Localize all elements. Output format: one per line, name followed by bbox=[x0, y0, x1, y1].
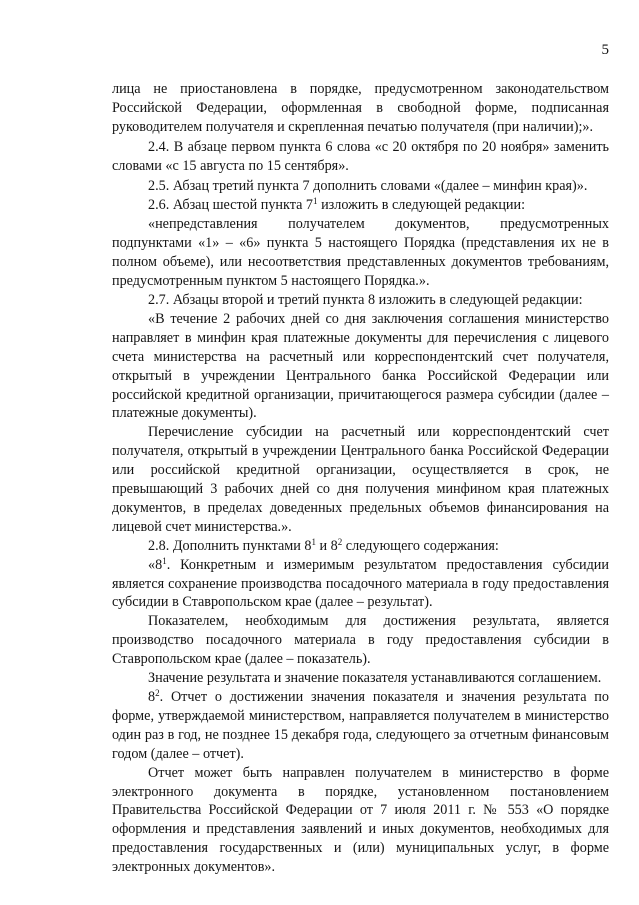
page-number: 5 bbox=[601, 42, 609, 58]
paragraph-9 bbox=[112, 537, 609, 556]
paragraph-6: 2.7. Абзацы второй и третий пункта 8 изложить в следующей редакции: bbox=[148, 291, 583, 308]
paragraph-10 bbox=[112, 556, 609, 613]
paragraph-14: Отчет может быть направлен получателем в министерство в форме электронного документа в порядке, установленном постановлением Правительства Российской Федерации от 7 июля 2011 г. № 553 «О порядке оформления и представления заявлений и иных документов, необходимых для предоставления государственных и (или) муниципальных услуг, в форме электронных документов». bbox=[112, 764, 609, 876]
paragraph-9-mid: и 8 bbox=[315, 537, 338, 554]
paragraph-1: лица не приостановлена в порядке, предусмотренном законодательством Российской Федерации, оформленная в свободной форме, подписанная руководителем получателя и скрепленная печатью получателя (при наличии);». bbox=[112, 81, 609, 135]
paragraph-4-after: изложить в следующей редакции: bbox=[317, 197, 526, 214]
paragraph-10-sup: 1 bbox=[162, 555, 167, 566]
paragraph-4-sup: 1 bbox=[313, 196, 318, 207]
paragraph-13-before: 8 bbox=[148, 689, 156, 705]
document-body bbox=[112, 80, 609, 877]
paragraph-11: Показателем, необходимым для достижения результата, является производство посадочного материала в году предоставления субсидии в Ставропольском крае (далее – показатель). bbox=[112, 613, 609, 668]
paragraph-13-sup: 2 bbox=[155, 688, 160, 698]
paragraph-5: «непредставления получателем документов, предусмотренных подпунктами «1» – «6» пункта 5 настоящего Порядка (представления их не в полном объеме), или несоответствия представленных документов требованиям, предусмотренным пунктом 5 настоящего Порядка.». bbox=[112, 216, 609, 290]
paragraph-13 bbox=[112, 688, 609, 764]
paragraph-2: 2.4. В абзаце первом пункта 6 слова «с 20 октября по 20 ноября» заменить словами «с 15 августа по 15 сентября». bbox=[112, 138, 609, 174]
paragraph-12: Значение результата и значение показателя устанавливаются соглашением. bbox=[148, 670, 602, 687]
paragraph-4 bbox=[112, 196, 609, 215]
paragraph-9-sup: 1 bbox=[311, 536, 316, 547]
paragraph-3: 2.5. Абзац третий пункта 7 дополнить словами «(далее – минфин края)». bbox=[148, 177, 588, 194]
paragraph-10-after: . Конкретным и измеримым результатом предоставления субсидии является сохранение производства посадочного материала в году предоставления субсидии в Ставропольском крае (далее – результат). bbox=[112, 556, 609, 611]
paragraph-10-before: «8 bbox=[148, 556, 163, 573]
paragraph-7: «В течение 2 рабочих дней со дня заключения соглашения министерство направляет в минфин края платежные документы для перечисления с лицевого счета министерства на расчетный или корреспондентский счет получателя, открытый в учреждении Центрального банка Российской Федерации или российской кредитной организации, причитающегося размера субсидии (далее – платежные документы). bbox=[112, 310, 609, 422]
paragraph-4-before: 2.6. Абзац шестой пункта 7 bbox=[148, 197, 314, 214]
paragraph-9-after: следующего содержания: bbox=[342, 537, 499, 554]
paragraph-13-after: . Отчет о достижении значения показателя и значения результата по форме, утверждаемой министерством, направляется получателем в министерство один раз в год, не позднее 15 декабря года, следующего за отчетным финансовым годом (далее – отчет). bbox=[112, 689, 609, 762]
paragraph-9-before: 2.8. Дополнить пунктами 8 bbox=[148, 537, 312, 554]
paragraph-9-sup2: 2 bbox=[337, 536, 343, 547]
paragraph-8: Перечисление субсидии на расчетный или корреспондентский счет получателя, открытый в учреждении Центрального банка Российской Федерации или российской кредитной организации, осуществляется в срок, не превышающий 3 рабочих дней со дня получения минфином края платежных документов, в пределах доведенных предельных объемов финансирования на лицевой счет министерства.». bbox=[112, 424, 609, 535]
